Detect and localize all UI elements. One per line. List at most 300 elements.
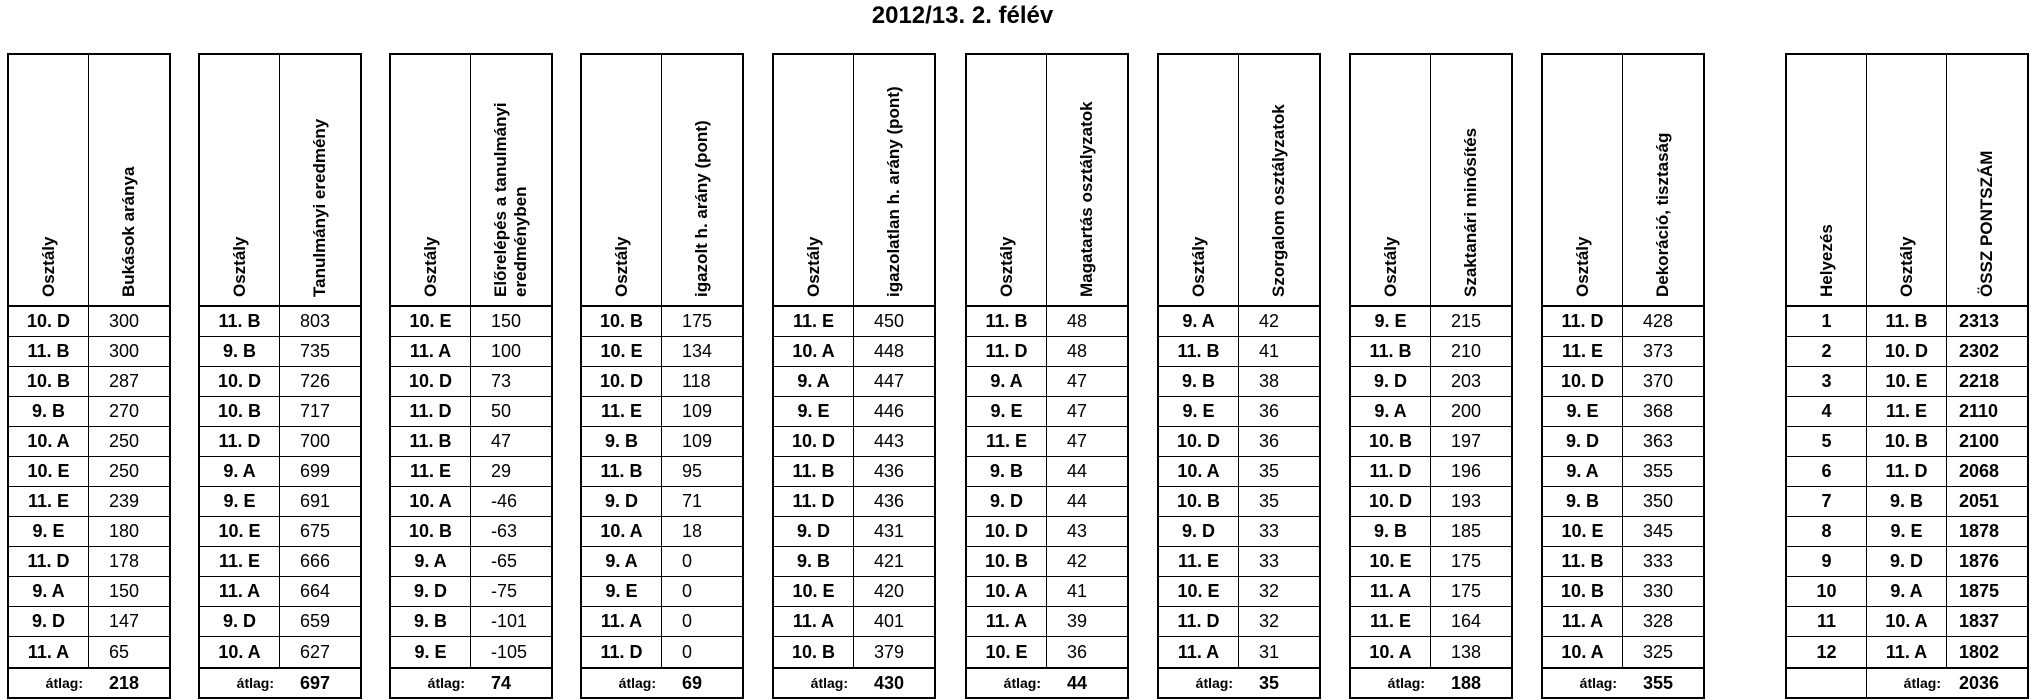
value-cell: 300 [109, 341, 140, 361]
table-tanulmanyi-eredmeny [198, 53, 362, 699]
table-dekoracio-tisztasag [1541, 53, 1705, 699]
class-cell: 10. B [9, 367, 89, 396]
class-cell: 11. E [1351, 607, 1431, 636]
class-cell: 10. A [1351, 637, 1431, 667]
class-cell: 11. A [1867, 637, 1947, 667]
col-header-label-osztaly: Osztály [611, 236, 631, 297]
class-cell: 11. E [1543, 337, 1623, 366]
class-cell: 9. D [391, 577, 471, 606]
table-row [582, 637, 742, 667]
class-cell: 11. D [582, 637, 662, 667]
ranking-row [1787, 607, 2027, 637]
value-cell: 379 [874, 641, 905, 662]
class-cell: 11. D [967, 337, 1047, 366]
class-cell: 11. A [200, 577, 280, 606]
table-row [1159, 307, 1319, 337]
table-row [967, 427, 1127, 457]
value-cell: 47 [1067, 401, 1088, 421]
class-cell: 9. E [1351, 307, 1431, 336]
value-cell: 150 [491, 311, 522, 331]
value-cell: 138 [1451, 641, 1482, 662]
average-value: 188 [1451, 672, 1482, 693]
class-cell: 9. D [967, 487, 1047, 516]
average-label: átlag: [1903, 675, 1941, 691]
class-cell: 11. A [967, 607, 1047, 636]
value-cell: 180 [109, 521, 140, 541]
table-row [582, 577, 742, 607]
value-cell: 717 [300, 401, 331, 421]
average-row [1159, 667, 1319, 697]
value-cell: 666 [300, 551, 331, 571]
class-cell: 10. A [967, 577, 1047, 606]
value-cell: 47 [491, 431, 512, 451]
class-cell: 10. E [9, 457, 89, 486]
class-cell: 9. E [967, 397, 1047, 426]
table-row [391, 337, 551, 367]
value-cell: 41 [1259, 341, 1280, 361]
value-cell: 700 [300, 431, 331, 451]
table-row [1543, 607, 1703, 637]
value-cell: 65 [109, 641, 130, 662]
col-header-osztaly [967, 55, 1047, 305]
value-cell: 73 [491, 371, 512, 391]
table-elorelepes [389, 53, 553, 699]
table-row [200, 577, 360, 607]
class-cell: 10. D [1351, 487, 1431, 516]
col-header-label-osztaly: Osztály [1896, 236, 1916, 297]
average-value: 35 [1259, 672, 1280, 693]
col-header-osztaly [1159, 55, 1239, 305]
col-header-label-metric: igazolt h. arány (pont) [692, 120, 711, 297]
value-cell: 325 [1643, 641, 1674, 662]
value-cell: -65 [491, 551, 518, 571]
value-cell: 18 [682, 521, 703, 541]
class-cell: 10. D [1543, 367, 1623, 396]
table-row [391, 517, 551, 547]
class-cell: 11. E [200, 547, 280, 576]
value-cell: 50 [491, 401, 512, 421]
value-cell: 32 [1259, 611, 1280, 631]
ranking-row [1787, 367, 2027, 397]
total-score-cell: 2068 [1959, 461, 2000, 481]
class-cell: 9. A [1351, 397, 1431, 426]
total-score-cell: 1876 [1959, 551, 2000, 571]
class-cell: 11. D [1351, 457, 1431, 486]
value-cell: 250 [109, 431, 140, 451]
value-cell: 447 [874, 371, 905, 391]
class-cell: 11. B [200, 307, 280, 336]
table-row [1159, 427, 1319, 457]
class-cell: 10. E [1159, 577, 1239, 606]
table-row [967, 307, 1127, 337]
table-row [9, 397, 169, 427]
class-cell: 9. D [582, 487, 662, 516]
col-header-label-helyezes: Helyezés [1816, 224, 1836, 297]
class-cell: 9. B [200, 337, 280, 366]
table-row [1543, 637, 1703, 667]
table-row [1543, 487, 1703, 517]
value-cell: 100 [491, 341, 522, 361]
value-cell: 436 [874, 461, 905, 481]
table-row [1159, 397, 1319, 427]
class-cell: 9. E [200, 487, 280, 516]
class-cell: 11. D [391, 397, 471, 426]
table-szorgalom [1157, 53, 1321, 699]
class-cell: 10. D [9, 307, 89, 336]
class-cell: 9. A [967, 367, 1047, 396]
average-value: 697 [300, 672, 331, 693]
table-szaktanari-minosites [1349, 53, 1513, 699]
rank-cell: 6 [1787, 457, 1867, 486]
table-row [9, 637, 169, 667]
table-row [9, 337, 169, 367]
table-row [967, 547, 1127, 577]
average-value: 430 [874, 672, 905, 693]
class-cell: 9. D [1351, 367, 1431, 396]
value-cell: 35 [1259, 461, 1280, 481]
value-cell: 33 [1259, 521, 1280, 541]
value-cell: 370 [1643, 371, 1674, 391]
class-cell: 11. A [1159, 637, 1239, 667]
average-value: 69 [682, 672, 703, 693]
table-row [1351, 547, 1511, 577]
col-header-metric [89, 55, 169, 305]
table-row [582, 517, 742, 547]
table-row [1351, 517, 1511, 547]
total-score-cell: 1875 [1959, 581, 2000, 601]
total-score-cell: 2313 [1959, 311, 2000, 331]
table-row [967, 637, 1127, 667]
ranking-row [1787, 307, 2027, 337]
class-cell: 11. D [1867, 457, 1947, 486]
rank-cell: 12 [1787, 637, 1867, 667]
table-row [200, 367, 360, 397]
value-cell: 164 [1451, 611, 1482, 631]
table-header [1351, 55, 1511, 307]
class-cell: 10. B [1351, 427, 1431, 456]
average-row [1351, 667, 1511, 697]
class-cell: 10. A [1543, 637, 1623, 667]
table-header [391, 55, 551, 307]
value-cell: 197 [1451, 431, 1482, 451]
class-cell: 11. D [1159, 607, 1239, 636]
average-label: átlag: [1195, 675, 1233, 691]
class-cell: 10. D [1159, 427, 1239, 456]
col-header-label-osztaly: Osztály [803, 236, 823, 297]
total-score-cell: 2302 [1959, 341, 2000, 361]
table-row [1159, 487, 1319, 517]
value-cell: 48 [1067, 311, 1088, 331]
col-header-label-metric: Szaktanári minősítés [1461, 127, 1480, 297]
table-row [9, 307, 169, 337]
table-row [774, 457, 934, 487]
table-row [582, 547, 742, 577]
table-row [1543, 367, 1703, 397]
class-cell: 9. E [391, 637, 471, 667]
class-cell: 11. D [1543, 307, 1623, 336]
col-header-label-metric: Szorgalom osztályzatok [1269, 104, 1288, 297]
table-row [1351, 577, 1511, 607]
value-cell: 178 [109, 551, 140, 571]
table-row [1159, 367, 1319, 397]
class-cell: 11. E [582, 397, 662, 426]
col-header-label-metric: Bukások aránya [119, 166, 138, 297]
class-cell: 10. B [582, 307, 662, 336]
table-row [774, 307, 934, 337]
col-header-label-osztaly: Osztály [1380, 236, 1400, 297]
average-row [1543, 667, 1703, 697]
average-label: átlag: [1003, 675, 1041, 691]
class-cell: 9. A [391, 547, 471, 576]
class-cell: 9. E [9, 517, 89, 546]
col-header-osztaly [1351, 55, 1431, 305]
value-cell: 675 [300, 521, 331, 541]
value-cell: 118 [682, 371, 711, 391]
value-cell: 36 [1067, 641, 1088, 662]
class-cell: 10. B [1867, 427, 1947, 456]
class-cell: 9. D [200, 607, 280, 636]
class-cell: 10. A [582, 517, 662, 546]
table-row [774, 607, 934, 637]
class-cell: 10. A [9, 427, 89, 456]
class-cell: 11. D [774, 487, 854, 516]
col-header-label-metric: igazolatlan h. arány (pont) [884, 86, 903, 297]
average-label: átlag: [236, 675, 274, 691]
table-row [1351, 427, 1511, 457]
value-cell: 421 [874, 551, 905, 571]
value-cell: 627 [300, 641, 331, 662]
total-score-cell: 2218 [1959, 371, 2000, 391]
table-header [774, 55, 934, 307]
col-header-helyezes [1787, 55, 1867, 305]
class-cell: 9. D [1543, 427, 1623, 456]
ranking-row [1787, 337, 2027, 367]
class-cell: 10. D [1867, 337, 1947, 366]
table-row [774, 637, 934, 667]
class-cell: 9. A [582, 547, 662, 576]
class-cell: 11. B [1543, 547, 1623, 576]
average-label: átlag: [427, 675, 465, 691]
table-row [9, 577, 169, 607]
table-row [391, 427, 551, 457]
value-cell: 368 [1643, 401, 1674, 421]
class-cell: 11. B [1867, 307, 1947, 336]
table-row [582, 367, 742, 397]
value-cell: 147 [109, 611, 140, 631]
table-row [200, 457, 360, 487]
average-spacer [1787, 669, 1867, 697]
class-cell: 10. E [391, 307, 471, 336]
average-label: átlag: [45, 675, 83, 691]
col-header-metric [471, 55, 551, 305]
value-cell: 726 [300, 371, 331, 391]
table-bukasok-aranya [7, 53, 171, 699]
class-cell: 11. D [200, 427, 280, 456]
col-header-osztaly [582, 55, 662, 305]
value-cell: 47 [1067, 431, 1088, 451]
table-row [774, 367, 934, 397]
table-row [967, 457, 1127, 487]
table-row [391, 547, 551, 577]
table-header [1159, 55, 1319, 307]
value-cell: 95 [682, 461, 703, 481]
class-cell: 9. D [774, 517, 854, 546]
value-cell: 363 [1643, 431, 1674, 451]
class-cell: 10. A [774, 337, 854, 366]
class-cell: 9. B [9, 397, 89, 426]
rank-cell: 7 [1787, 487, 1867, 516]
class-cell: 11. B [9, 337, 89, 366]
value-cell: 328 [1643, 611, 1674, 631]
average-label: átlag: [618, 675, 656, 691]
table-row [967, 517, 1127, 547]
rank-cell: 3 [1787, 367, 1867, 396]
table-row [582, 607, 742, 637]
value-cell: 175 [1451, 581, 1482, 601]
class-cell: 10. D [391, 367, 471, 396]
value-cell: 33 [1259, 551, 1280, 571]
col-header-label-osztaly: Osztály [1572, 236, 1592, 297]
table-row [9, 517, 169, 547]
value-cell: 109 [682, 431, 713, 451]
table-row [1159, 457, 1319, 487]
average-label: átlag: [1579, 675, 1617, 691]
table-row [582, 397, 742, 427]
class-cell: 11. A [391, 337, 471, 366]
table-row [391, 367, 551, 397]
col-header-osztaly [1867, 55, 1947, 305]
value-cell: 428 [1643, 311, 1674, 331]
class-cell: 9. A [774, 367, 854, 396]
value-cell: 196 [1451, 461, 1482, 481]
table-igazolt-hianyzas [580, 53, 744, 699]
value-cell: 446 [874, 401, 905, 421]
value-cell: 175 [1451, 551, 1482, 571]
class-cell: 9. A [1543, 457, 1623, 486]
table-row [582, 307, 742, 337]
table-row [1543, 397, 1703, 427]
table-row [1543, 427, 1703, 457]
table-row [967, 577, 1127, 607]
class-cell: 10. B [774, 637, 854, 667]
class-cell: 11. A [582, 607, 662, 636]
value-cell: 39 [1067, 611, 1088, 631]
value-cell: 29 [491, 461, 512, 481]
col-header-osztaly [200, 55, 280, 305]
value-cell: 36 [1259, 401, 1280, 421]
table-row [391, 607, 551, 637]
rank-cell: 5 [1787, 427, 1867, 456]
class-cell: 11. E [391, 457, 471, 486]
class-cell: 10. D [774, 427, 854, 456]
average-label: átlag: [810, 675, 848, 691]
table-row [967, 397, 1127, 427]
class-cell: 9. A [9, 577, 89, 606]
class-cell: 10. E [1543, 517, 1623, 546]
value-cell: 448 [874, 341, 905, 361]
table-row [967, 487, 1127, 517]
col-header-label-osztaly: Osztály [1188, 236, 1208, 297]
table-row [774, 487, 934, 517]
class-cell: 9. B [1159, 367, 1239, 396]
class-cell: 11. E [967, 427, 1047, 456]
table-row [1351, 487, 1511, 517]
average-row [967, 667, 1127, 697]
class-cell: 9. B [1351, 517, 1431, 546]
class-cell: 10. A [1159, 457, 1239, 486]
col-header-metric [1431, 55, 1511, 305]
table-header [9, 55, 169, 307]
class-cell: 10. B [200, 397, 280, 426]
value-cell: 210 [1451, 341, 1482, 361]
table-row [1351, 307, 1511, 337]
class-cell: 9. E [1543, 397, 1623, 426]
class-cell: 11. B [582, 457, 662, 486]
class-cell: 11. E [1159, 547, 1239, 576]
value-cell: 350 [1643, 491, 1674, 511]
table-row [1159, 517, 1319, 547]
average-label: átlag: [1387, 675, 1425, 691]
class-cell: 11. E [9, 487, 89, 516]
class-cell: 10. A [200, 637, 280, 667]
average-row [9, 667, 169, 697]
table-row [1543, 517, 1703, 547]
class-cell: 10. B [967, 547, 1047, 576]
table-row [391, 307, 551, 337]
total-score-cell: 1837 [1959, 611, 2000, 631]
average-value: 44 [1067, 672, 1088, 693]
total-score-cell: 2100 [1959, 431, 2000, 451]
class-cell: 10. A [391, 487, 471, 516]
table-row [391, 637, 551, 667]
value-cell: 0 [682, 581, 693, 601]
value-cell: 71 [682, 491, 703, 511]
value-cell: 300 [109, 311, 140, 331]
table-row [582, 427, 742, 457]
table-row [9, 487, 169, 517]
table-row [1351, 367, 1511, 397]
col-header-metric [1239, 55, 1319, 305]
ranking-row [1787, 487, 2027, 517]
value-cell: 42 [1259, 311, 1280, 331]
rank-cell: 9 [1787, 547, 1867, 576]
class-cell: 9. D [9, 607, 89, 636]
class-cell: 11. B [967, 307, 1047, 336]
rank-cell: 2 [1787, 337, 1867, 366]
value-cell: 699 [300, 461, 331, 481]
table-row [391, 487, 551, 517]
class-cell: 11. D [9, 547, 89, 576]
rank-cell: 10 [1787, 577, 1867, 606]
value-cell: 450 [874, 311, 905, 331]
class-cell: 9. E [1159, 397, 1239, 426]
value-cell: 0 [682, 551, 693, 571]
table-row [1351, 457, 1511, 487]
class-cell: 10. B [391, 517, 471, 546]
class-cell: 10. B [1543, 577, 1623, 606]
value-cell: 48 [1067, 341, 1088, 361]
class-cell: 10. B [1159, 487, 1239, 516]
value-cell: 401 [874, 611, 905, 631]
value-cell: 44 [1067, 491, 1088, 511]
class-cell: 11. A [9, 637, 89, 667]
value-cell: 200 [1451, 401, 1482, 421]
value-cell: 47 [1067, 371, 1088, 391]
value-cell: 41 [1067, 581, 1088, 601]
class-cell: 11. A [1543, 607, 1623, 636]
table-row [774, 547, 934, 577]
value-cell: 691 [300, 491, 331, 511]
